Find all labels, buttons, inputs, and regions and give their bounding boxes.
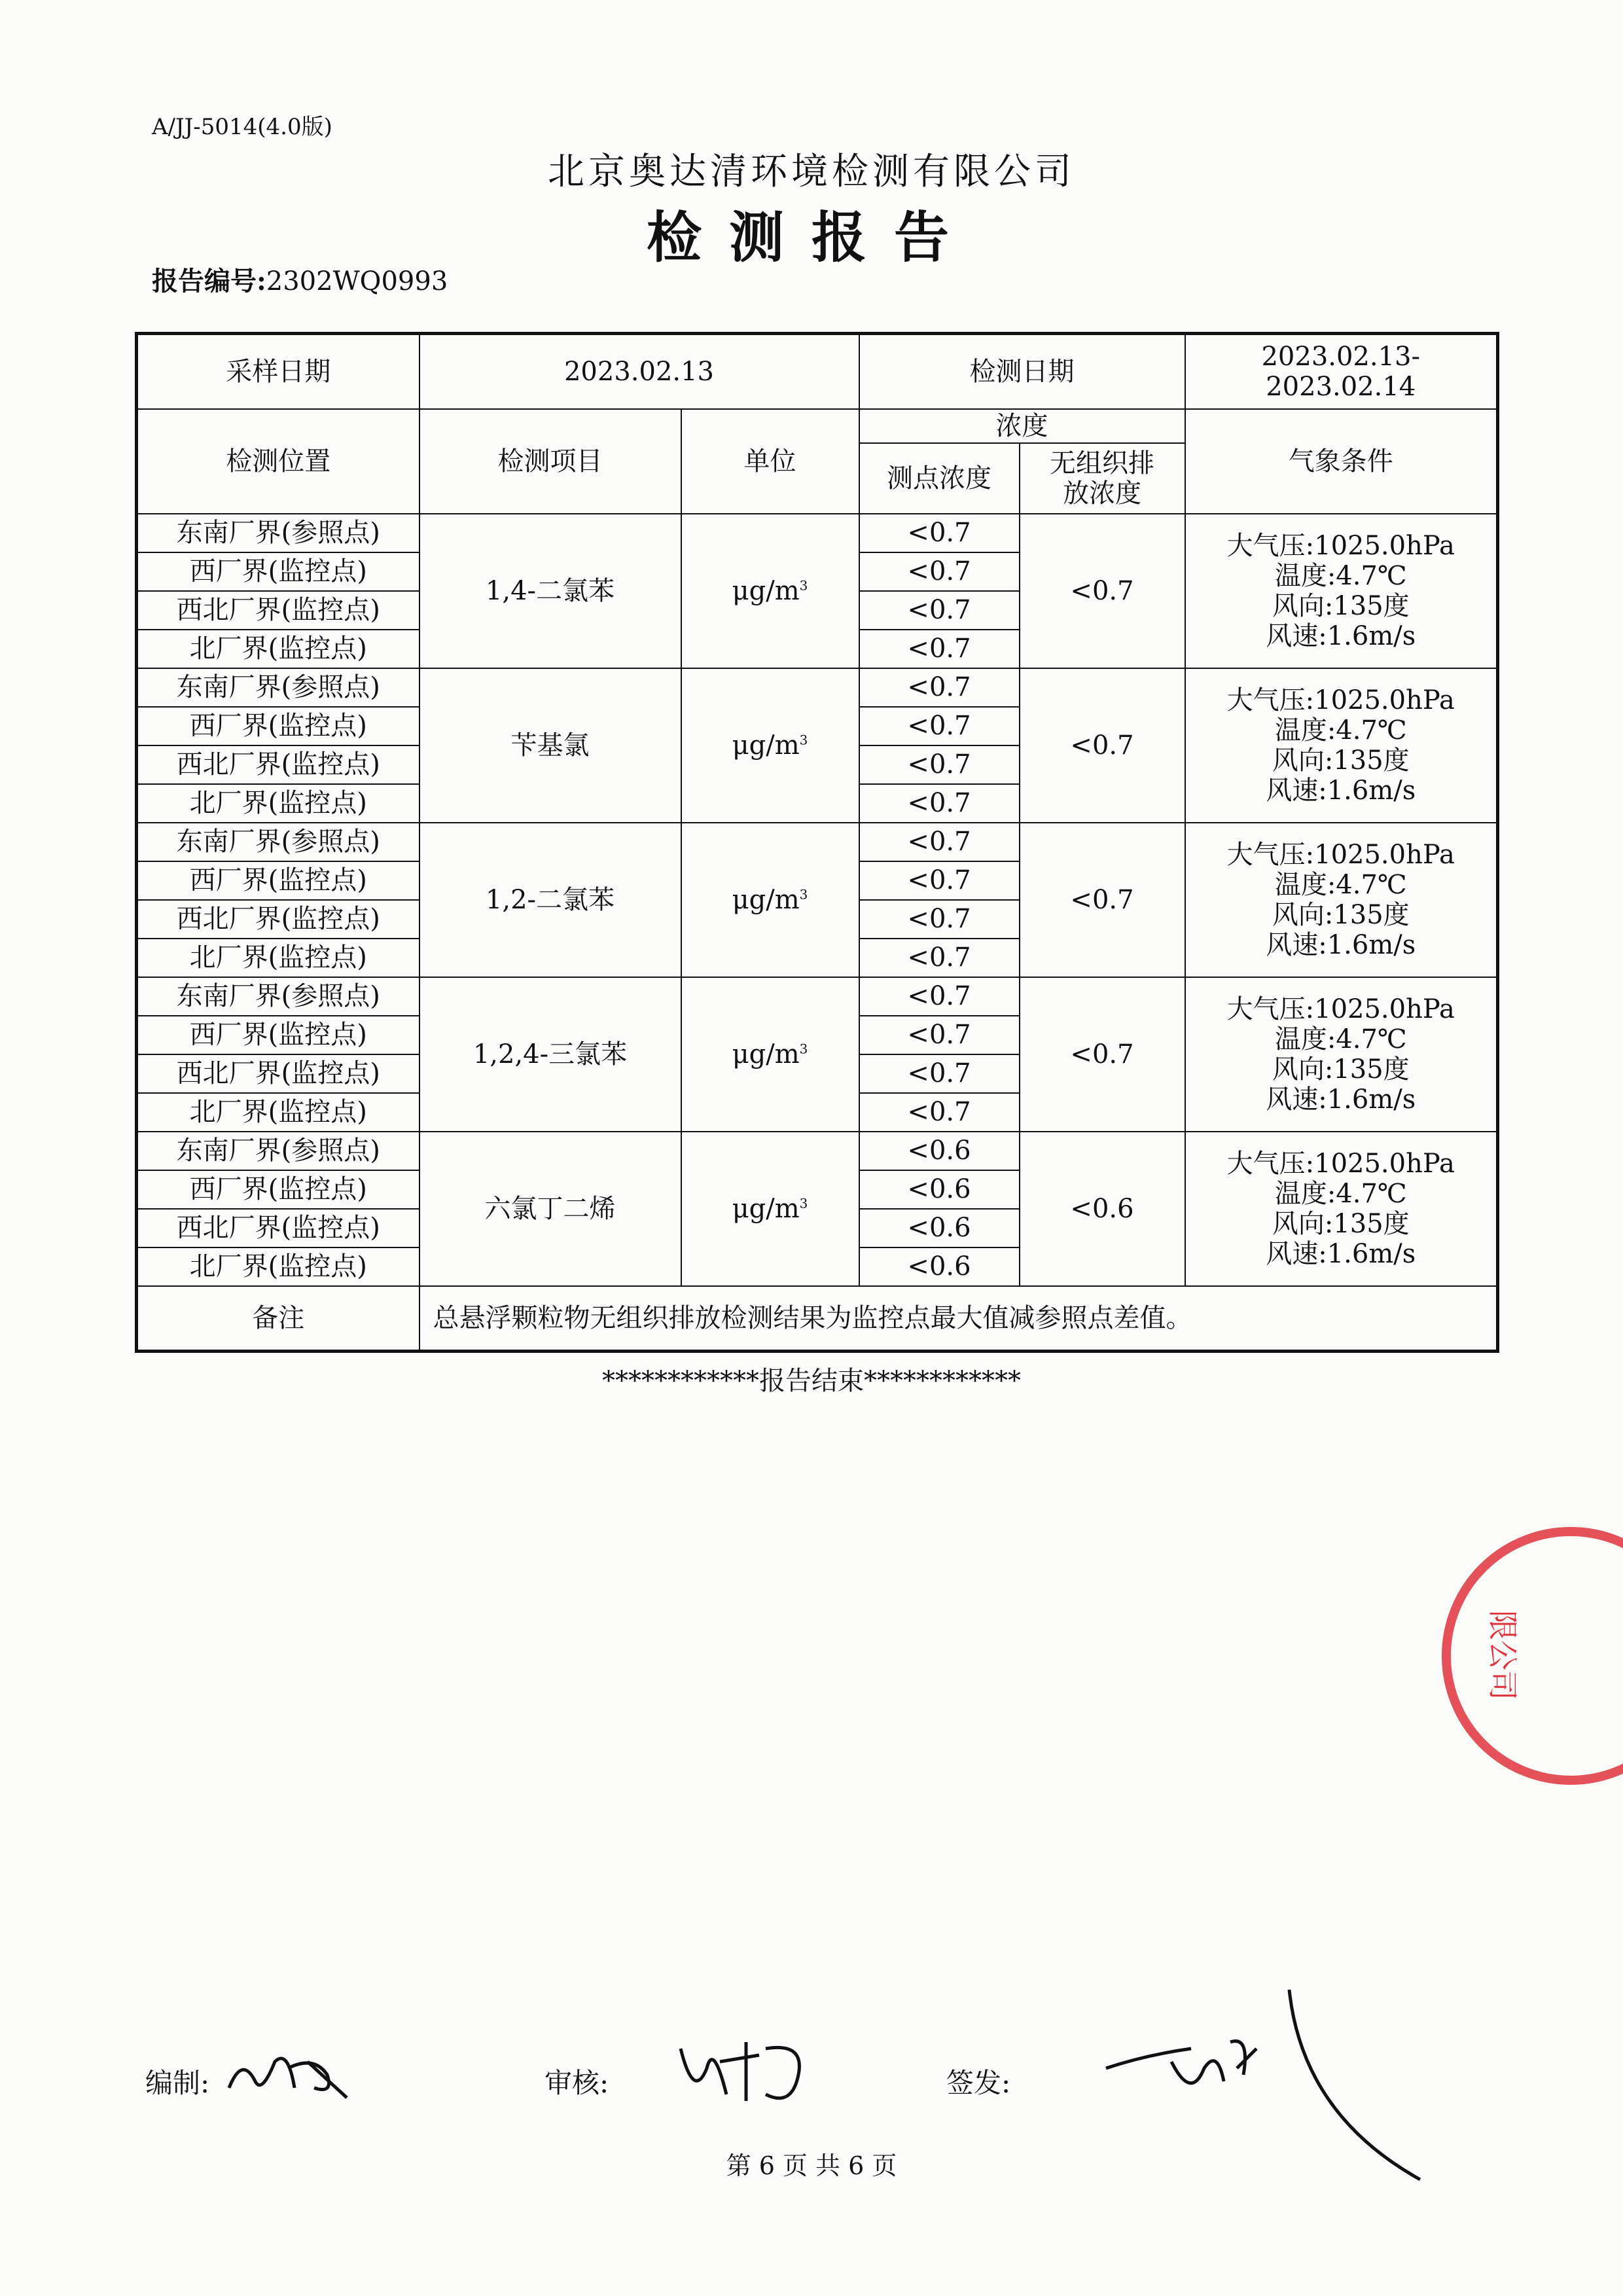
point-concentration-cell: <0.7 <box>859 514 1020 552</box>
weather-line: 温度:4.7℃ <box>1274 869 1407 900</box>
weather-line: 风向:135度 <box>1272 899 1410 930</box>
item-cell: 六氯丁二烯 <box>419 1132 681 1286</box>
unit-base: μg/m <box>732 1193 800 1224</box>
weather-cell <box>1185 977 1498 1132</box>
weather-line: 风速:1.6m/s <box>1266 929 1416 960</box>
col-item-header: 检测项目 <box>419 409 681 514</box>
remark-label: 备注 <box>137 1286 419 1352</box>
location-cell: 北厂界(监控点) <box>137 1247 419 1286</box>
weather-line: 风速:1.6m/s <box>1266 620 1416 651</box>
unit-superscript: 3 <box>799 732 808 748</box>
item-cell: 1,2,4-三氯苯 <box>419 977 681 1132</box>
test-date-start: 2023.02.13- <box>1261 341 1421 372</box>
point-concentration-cell: <0.6 <box>859 1247 1020 1286</box>
table-row <box>137 823 1498 861</box>
location-cell: 北厂界(监控点) <box>137 1093 419 1132</box>
report-title: 检测报告 <box>646 206 976 270</box>
location-cell: 西北厂界(监控点) <box>137 745 419 784</box>
item-cell: 1,2-二氯苯 <box>419 823 681 977</box>
location-cell: 北厂界(监控点) <box>137 784 419 823</box>
location-cell: 西厂界(监控点) <box>137 1170 419 1209</box>
weather-line: 大气压:1025.0hPa <box>1226 685 1455 715</box>
col-fugitive-line1: 无组织排 <box>1050 448 1154 478</box>
weather-line: 温度:4.7℃ <box>1274 715 1407 745</box>
fugitive-concentration-cell: <0.7 <box>1020 977 1185 1132</box>
weather-cell <box>1185 1132 1498 1286</box>
table-row <box>137 977 1498 1016</box>
fugitive-concentration-cell: <0.6 <box>1020 1132 1185 1286</box>
weather-line: 风速:1.6m/s <box>1266 775 1416 806</box>
weather-line: 大气压:1025.0hPa <box>1226 530 1455 561</box>
weather-cell <box>1185 668 1498 823</box>
document-code: A/JJ-5014(4.0版) <box>152 114 332 140</box>
report-end-line: ************报告结束************ <box>602 1366 1021 1396</box>
unit-superscript: 3 <box>799 1195 808 1211</box>
report-number <box>152 260 448 298</box>
location-cell: 北厂界(监控点) <box>137 939 419 977</box>
point-concentration-cell: <0.7 <box>859 745 1020 784</box>
table-row <box>137 668 1498 707</box>
point-concentration-cell: <0.7 <box>859 1016 1020 1054</box>
point-concentration-cell: <0.7 <box>859 784 1020 823</box>
point-concentration-cell: <0.6 <box>859 1209 1020 1247</box>
fugitive-concentration-cell: <0.7 <box>1020 514 1185 668</box>
col-concentration-header: 浓度 <box>859 409 1185 443</box>
point-concentration-cell: <0.7 <box>859 977 1020 1016</box>
point-concentration-cell: <0.7 <box>859 552 1020 591</box>
approve-label: 签发: <box>946 2067 1011 2099</box>
page-number: 第 6 页 共 6 页 <box>726 2151 897 2180</box>
point-concentration-cell: <0.7 <box>859 900 1020 939</box>
fugitive-concentration-cell: <0.7 <box>1020 823 1185 977</box>
results-table <box>135 332 1499 1353</box>
unit-superscript: 3 <box>799 1041 808 1057</box>
location-cell: 西厂界(监控点) <box>137 1016 419 1054</box>
point-concentration-cell: <0.7 <box>859 1093 1020 1132</box>
col-weather-header: 气象条件 <box>1185 409 1498 514</box>
test-date-value <box>1185 334 1498 409</box>
point-concentration-cell: <0.7 <box>859 707 1020 745</box>
unit-base: μg/m <box>732 1039 800 1069</box>
location-cell: 东南厂界(参照点) <box>137 668 419 707</box>
company-stamp <box>1433 1518 1623 1806</box>
location-cell: 北厂界(监控点) <box>137 630 419 668</box>
weather-line: 风向:135度 <box>1272 1208 1410 1239</box>
location-cell: 西北厂界(监控点) <box>137 591 419 630</box>
weather-line: 风向:135度 <box>1272 590 1410 621</box>
point-concentration-cell: <0.7 <box>859 823 1020 861</box>
unit-cell <box>681 823 859 977</box>
sampling-date-label: 采样日期 <box>137 334 419 409</box>
weather-line: 温度:4.7℃ <box>1274 560 1407 591</box>
weather-line: 温度:4.7℃ <box>1274 1178 1407 1209</box>
weather-line: 大气压:1025.0hPa <box>1226 1148 1455 1179</box>
col-point-conc-header: 测点浓度 <box>859 443 1020 514</box>
point-concentration-cell: <0.7 <box>859 591 1020 630</box>
point-concentration-cell: <0.7 <box>859 1054 1020 1093</box>
col-fugitive-header <box>1020 443 1185 514</box>
unit-cell <box>681 1132 859 1286</box>
point-concentration-cell: <0.7 <box>859 630 1020 668</box>
unit-base: μg/m <box>732 575 800 606</box>
weather-cell <box>1185 514 1498 668</box>
location-cell: 西厂界(监控点) <box>137 707 419 745</box>
company-name: 北京奥达清环境检测有限公司 <box>548 151 1075 193</box>
report-number-label: 报告编号: <box>152 266 266 296</box>
location-cell: 西北厂界(监控点) <box>137 900 419 939</box>
weather-line: 风向:135度 <box>1272 745 1410 776</box>
unit-base: μg/m <box>732 884 800 915</box>
weather-line: 风速:1.6m/s <box>1266 1238 1416 1269</box>
item-cell: 1,4-二氯苯 <box>419 514 681 668</box>
unit-superscript: 3 <box>799 886 808 903</box>
compile-label: 编制: <box>145 2067 210 2099</box>
location-cell: 东南厂界(参照点) <box>137 977 419 1016</box>
weather-line: 风向:135度 <box>1272 1054 1410 1085</box>
fugitive-concentration-cell: <0.7 <box>1020 668 1185 823</box>
compiler-signature <box>216 2036 366 2108</box>
weather-cell <box>1185 823 1498 977</box>
location-cell: 西厂界(监控点) <box>137 552 419 591</box>
sampling-date-value: 2023.02.13 <box>419 334 859 409</box>
remark-text: 总悬浮颗粒物无组织排放检测结果为监控点最大值减参照点差值。 <box>419 1286 1498 1352</box>
location-cell: 东南厂界(参照点) <box>137 514 419 552</box>
location-cell: 东南厂界(参照点) <box>137 1132 419 1170</box>
item-cell: 苄基氯 <box>419 668 681 823</box>
weather-line: 温度:4.7℃ <box>1274 1024 1407 1054</box>
weather-line: 风速:1.6m/s <box>1266 1084 1416 1115</box>
stamp-text: 限公司 <box>1485 1610 1520 1700</box>
point-concentration-cell: <0.6 <box>859 1170 1020 1209</box>
col-fugitive-line2: 放浓度 <box>1063 478 1141 509</box>
report-number-value: 2302WQ0993 <box>266 266 448 296</box>
col-unit-header: 单位 <box>681 409 859 514</box>
point-concentration-cell: <0.7 <box>859 861 1020 900</box>
location-cell: 西厂界(监控点) <box>137 861 419 900</box>
weather-line: 大气压:1025.0hPa <box>1226 839 1455 870</box>
point-concentration-cell: <0.7 <box>859 939 1020 977</box>
unit-base: μg/m <box>732 730 800 761</box>
point-concentration-cell: <0.7 <box>859 668 1020 707</box>
reviewer-signature <box>668 2029 838 2114</box>
test-date-end: 2023.02.14 <box>1266 371 1416 402</box>
location-cell: 西北厂界(监控点) <box>137 1209 419 1247</box>
unit-cell <box>681 514 859 668</box>
unit-cell <box>681 668 859 823</box>
point-concentration-cell: <0.6 <box>859 1132 1020 1170</box>
review-label: 审核: <box>544 2067 609 2099</box>
unit-cell <box>681 977 859 1132</box>
remark-row <box>137 1286 1498 1352</box>
weather-line: 大气压:1025.0hPa <box>1226 994 1455 1024</box>
table-row <box>137 514 1498 552</box>
table-row <box>137 1132 1498 1170</box>
location-cell: 西北厂界(监控点) <box>137 1054 419 1093</box>
location-cell: 东南厂界(参照点) <box>137 823 419 861</box>
col-location-header: 检测位置 <box>137 409 419 514</box>
test-date-label: 检测日期 <box>859 334 1185 409</box>
unit-superscript: 3 <box>799 577 808 594</box>
